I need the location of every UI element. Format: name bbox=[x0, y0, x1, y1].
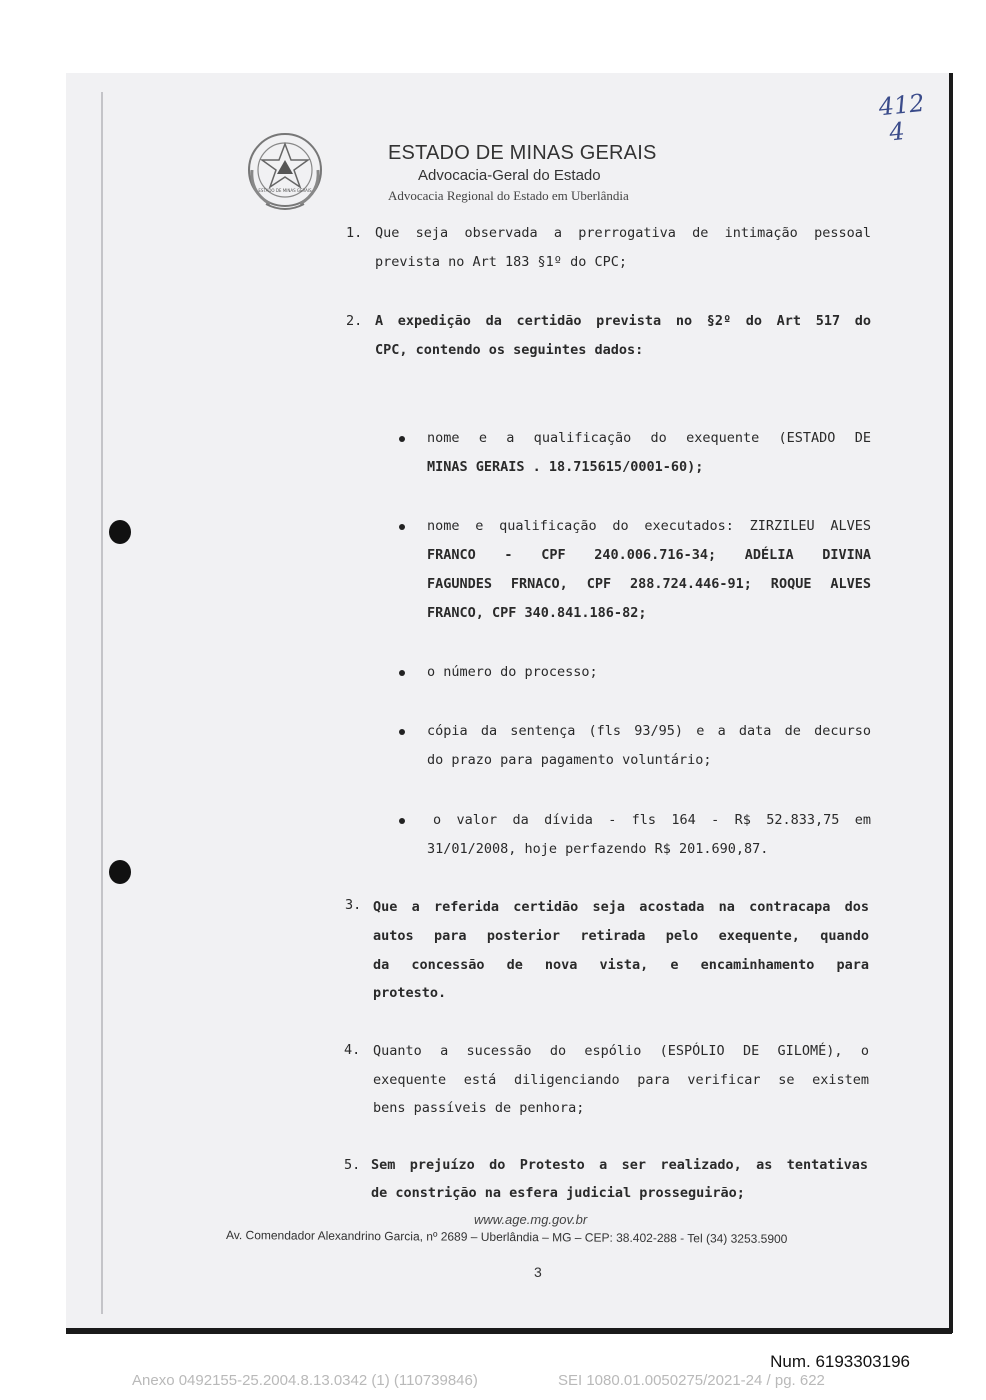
item-1-line-2: prevista no Art 183 §1º do CPC; bbox=[375, 254, 627, 270]
bullet-2-line-1: nome e qualificação do executados: ZIRZILEU ALVES bbox=[427, 518, 871, 534]
svg-text:ESTADO DE MINAS GERAIS: ESTADO DE MINAS GERAIS bbox=[258, 188, 312, 193]
bullet-4-marker bbox=[399, 729, 405, 735]
item-5-line-1: Sem prejuízo do Protesto a ser realizado, as tentativas bbox=[371, 1157, 868, 1173]
header-agency: Advocacia-Geral do Estado bbox=[418, 167, 601, 184]
item-2-number: 2. bbox=[346, 313, 363, 329]
punch-hole-top bbox=[109, 520, 131, 544]
item-4-line-1: Quanto a sucessão do espólio (ESPÓLIO DE GILOMÉ), o bbox=[373, 1043, 869, 1059]
margin-line bbox=[101, 92, 103, 1314]
bullet-3-line-1: o número do processo; bbox=[427, 664, 598, 680]
anexo-reference: Anexo 0492155-25.2004.8.13.0342 (1) (110739846) bbox=[132, 1372, 478, 1389]
item-1-line-1: Que seja observada a prerrogativa de intimação pessoal bbox=[375, 225, 871, 241]
bullet-5-line-2: 31/01/2008, hoje perfazendo R$ 201.690,87. bbox=[427, 841, 769, 857]
item-4-line-3: bens passíveis de penhora; bbox=[373, 1100, 585, 1116]
footer-address: Av. Comendador Alexandrino Garcia, nº 2689 – Uberlândia – MG – CEP: 38.402-288 - Tel (34) 3253.5900 bbox=[225, 1228, 788, 1246]
item-3-number: 3. bbox=[345, 897, 362, 913]
item-1-number: 1. bbox=[346, 225, 363, 241]
state-seal-icon bbox=[244, 130, 326, 216]
footer-website: www.age.mg.gov.br bbox=[474, 1212, 588, 1227]
item-4-number: 4. bbox=[344, 1042, 361, 1058]
item-2-line-2: CPC, contendo os seguintes dados: bbox=[375, 342, 644, 358]
item-2-line-1: A expedição da certidão prevista no §2º do Art 517 do bbox=[375, 313, 871, 329]
item-5-number: 5. bbox=[344, 1157, 361, 1173]
bullet-1-marker bbox=[399, 436, 405, 442]
page-edge-right bbox=[949, 73, 953, 1333]
bullet-4-line-1: cópia da sentença (fls 93/95) e a data de decurso bbox=[427, 723, 871, 739]
item-4-line-2: exequente está diligenciando para verificar se existem bbox=[373, 1072, 869, 1088]
page-number: 3 bbox=[534, 1264, 542, 1280]
bullet-1-line-2: MINAS GERAIS . 18.715615/0001-60); bbox=[427, 459, 704, 475]
header-office: Advocacia Regional do Estado em Uberlândia bbox=[388, 188, 629, 203]
item-5-line-2: de constrição na esfera judicial prosseguirão; bbox=[371, 1185, 745, 1201]
header-state: ESTADO DE MINAS GERAIS bbox=[388, 142, 657, 164]
bullet-3-marker bbox=[399, 670, 405, 676]
punch-hole-bottom bbox=[109, 860, 131, 884]
bullet-2-marker bbox=[399, 524, 405, 530]
document-number: Num. 6193303196 bbox=[770, 1352, 910, 1371]
item-3-line-1: Que a referida certidão seja acostada na contracapa dos bbox=[373, 899, 869, 915]
handwritten-note: 412 4 bbox=[877, 88, 926, 147]
bullet-2-line-2: FRANCO - CPF 240.006.716-34; ADÉLIA DIVINA bbox=[427, 547, 871, 563]
bullet-5-marker bbox=[399, 818, 405, 824]
page-edge-bottom bbox=[66, 1328, 952, 1334]
item-3-line-4: protesto. bbox=[373, 985, 447, 1001]
bullet-2-line-4: FRANCO, CPF 340.841.186-82; bbox=[427, 605, 647, 621]
bullet-1-line-1: nome e a qualificação do exequente (ESTADO DE bbox=[427, 430, 871, 446]
item-3-line-2: autos para posterior retirada pelo exequente, quando bbox=[373, 928, 869, 944]
bullet-5-line-1: o valor da dívida - fls 164 - R$ 52.833,75 em bbox=[433, 812, 871, 828]
item-3-line-3: da concessão de nova vista, e encaminhamento para bbox=[373, 957, 869, 973]
sei-reference: SEI 1080.01.0050275/2021-24 / pg. 622 bbox=[558, 1372, 825, 1389]
bullet-4-line-2: do prazo para pagamento voluntário; bbox=[427, 752, 712, 768]
bullet-2-line-3: FAGUNDES FRNACO, CPF 288.724.446-91; ROQUE ALVES bbox=[427, 576, 871, 592]
